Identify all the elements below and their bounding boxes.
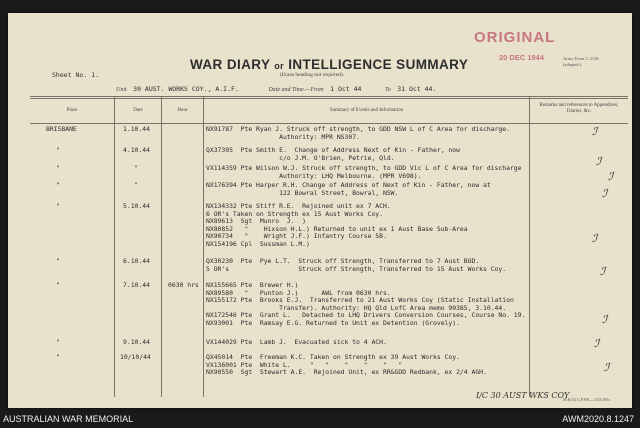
diary-page [8, 13, 632, 408]
row-text: VX144029 Pte Lamb J. Evacuated sick to 4 ACH. [206, 338, 387, 346]
column-rule [529, 97, 530, 397]
row-date: 10/10/44 [120, 353, 151, 361]
row-date: 4.10.44 [123, 146, 150, 154]
sheet-number: Sheet No. 1. [52, 71, 99, 79]
title-or: or [274, 61, 285, 71]
archive-reference: AWM2020.8.1247 [562, 414, 634, 424]
page-subtitle: (Erase heading not required). [280, 72, 345, 78]
initials-mark: ℐ [608, 170, 614, 183]
archive-caption: AUSTRALIAN WAR MEMORIAL [3, 414, 134, 424]
row-text: QX30230 Pte Pye L.T. Struck off Strength, Transferred to 7 Aust BOD. 5 OR's Struck off Strength, Transferred to 15 Aust Works Coy. [206, 257, 507, 273]
row-place: " [56, 257, 60, 265]
column-rule [114, 97, 115, 397]
to-label: To [384, 87, 391, 93]
date-to: 31 Oct 44. [397, 85, 437, 93]
initials-mark: ℐ [602, 187, 608, 200]
page-title [190, 57, 468, 72]
row-place: " [56, 353, 60, 361]
table-top-rule [30, 98, 628, 99]
row-date: " [134, 181, 138, 189]
row-place: " [56, 164, 60, 172]
row-date: 5.10.44 [123, 202, 150, 210]
table-top-rule [30, 96, 628, 97]
row-hour: 0630 hrs [168, 281, 199, 289]
initials-mark: ℐ [592, 125, 598, 138]
row-text: QX37395 Pte Smith E. Change of Address Next of Kin - Father, now c/o J.M. O'Brien, Petrie, Qld. [206, 146, 460, 162]
initials-mark: ℐ [600, 265, 606, 278]
col-hour: Hour [177, 108, 188, 113]
column-rule [203, 97, 204, 397]
date-label: Date and Time.—From [268, 87, 324, 93]
army-form-line: (adapted.) [563, 61, 582, 67]
row-place: " [56, 146, 60, 154]
row-date: 1.10.44 [123, 125, 150, 133]
col-date: Date [133, 108, 143, 113]
row-text: QX45014 Pte Freeman K.C. Taken on Strength ex 39 Aust Works Coy. VX136001 Pte White L. " " " " " " NX90550 Sgt Stewart A.E. Rejoined Unit, ex RR&GDD Redbank, ex 2/4 AGH. [206, 353, 487, 377]
row-text: VX114359 Pte Wilson W.J. Struck off strength, to GDD Vic L of C Area for discharge Authority: LHQ Melbourne. (MPR V698). [206, 164, 522, 180]
row-place: " [56, 202, 60, 210]
initials-mark: ℐ [602, 313, 608, 326]
row-place: " [56, 281, 60, 289]
title-intelligence-summary: INTELLIGENCE SUMMARY [288, 57, 469, 72]
signature-block: I/C 30 AUST WKS COY [476, 391, 570, 400]
army-form-line: Army Form C.2118 [563, 56, 599, 61]
row-date: " [134, 164, 138, 172]
unit-label: Unit [116, 87, 127, 93]
initials-mark: ℐ [592, 232, 598, 245]
row-date: 7.10.44 [123, 281, 150, 289]
header-bottom-rule [30, 123, 628, 124]
army-form-number [563, 56, 598, 67]
row-place: BRISBANE [46, 125, 77, 133]
col-summary: Summary of Events and Information [329, 108, 404, 113]
unit-value: 30 AUST. WORKS COY., A.I.F. [133, 85, 239, 93]
initials-mark: ℐ [594, 337, 600, 350]
row-text: NX176394 Pte Harper R.H. Change of Address of Next of Kin - Father, now at 122 Bowral Street, Bowral, NSW. [206, 181, 491, 197]
row-date: 6.10.44 [123, 257, 150, 265]
date-from: 1 Oct 44 [330, 85, 362, 93]
initials-mark: ℐ [596, 155, 602, 168]
col-remarks: Remarks and references to Appendices, Diaries, &c. [539, 103, 619, 114]
original-stamp: ORIGINAL [474, 29, 556, 46]
row-date: 9.10.44 [123, 338, 150, 346]
row-place: " [56, 338, 60, 346]
initials-mark: ℐ [604, 361, 610, 374]
row-place: " [56, 181, 60, 189]
stamp-date: 20 DEC 1944 [499, 53, 545, 62]
column-rule [161, 97, 162, 397]
print-footnote: M.R.(5) G.P.P.B.—3/43/100c. [563, 397, 612, 402]
title-war-diary: WAR DIARY [190, 57, 271, 72]
col-place: Place [66, 108, 78, 113]
row-text: NX91787 Pte Ryan J. Struck off strength, to GDD NSW L of C Area for discharge. Authority: MPR NS307. [206, 125, 510, 141]
unit-line [116, 85, 436, 93]
row-text: NX155665 Pte Brewer H.) NX89580 " Punton J.) AWL from 0630 hrs. NX155172 Pte Brooks E.J. Transferred to 21 Aust Works Coy (Static Installation Transfer). Authority: HQ Qld LofC Area memo 90385, 3.10.44. NX172546 Pte Grant L. Detached to LHQ Drivers Conversion Courses, Course No. 19. NX93001 Pte Ramsay E.G. Returned to Unit ex Detention (Grovely). [206, 281, 526, 327]
row-text: NX134332 Pte Stiff R.E. Rejoined unit ex 7 ACH. 6 OR's Taken on Strength ex 15 Aust Works Coy. NX89613 Sgt Munro J. ) NX80852 " Hixson H.L.) Returned to unit ex 1 Aust Base Sub-Area NX90734 " Wright J.F.) Infantry Course 5B. NX154196 Cpl Sussman L.M.) [206, 202, 468, 248]
